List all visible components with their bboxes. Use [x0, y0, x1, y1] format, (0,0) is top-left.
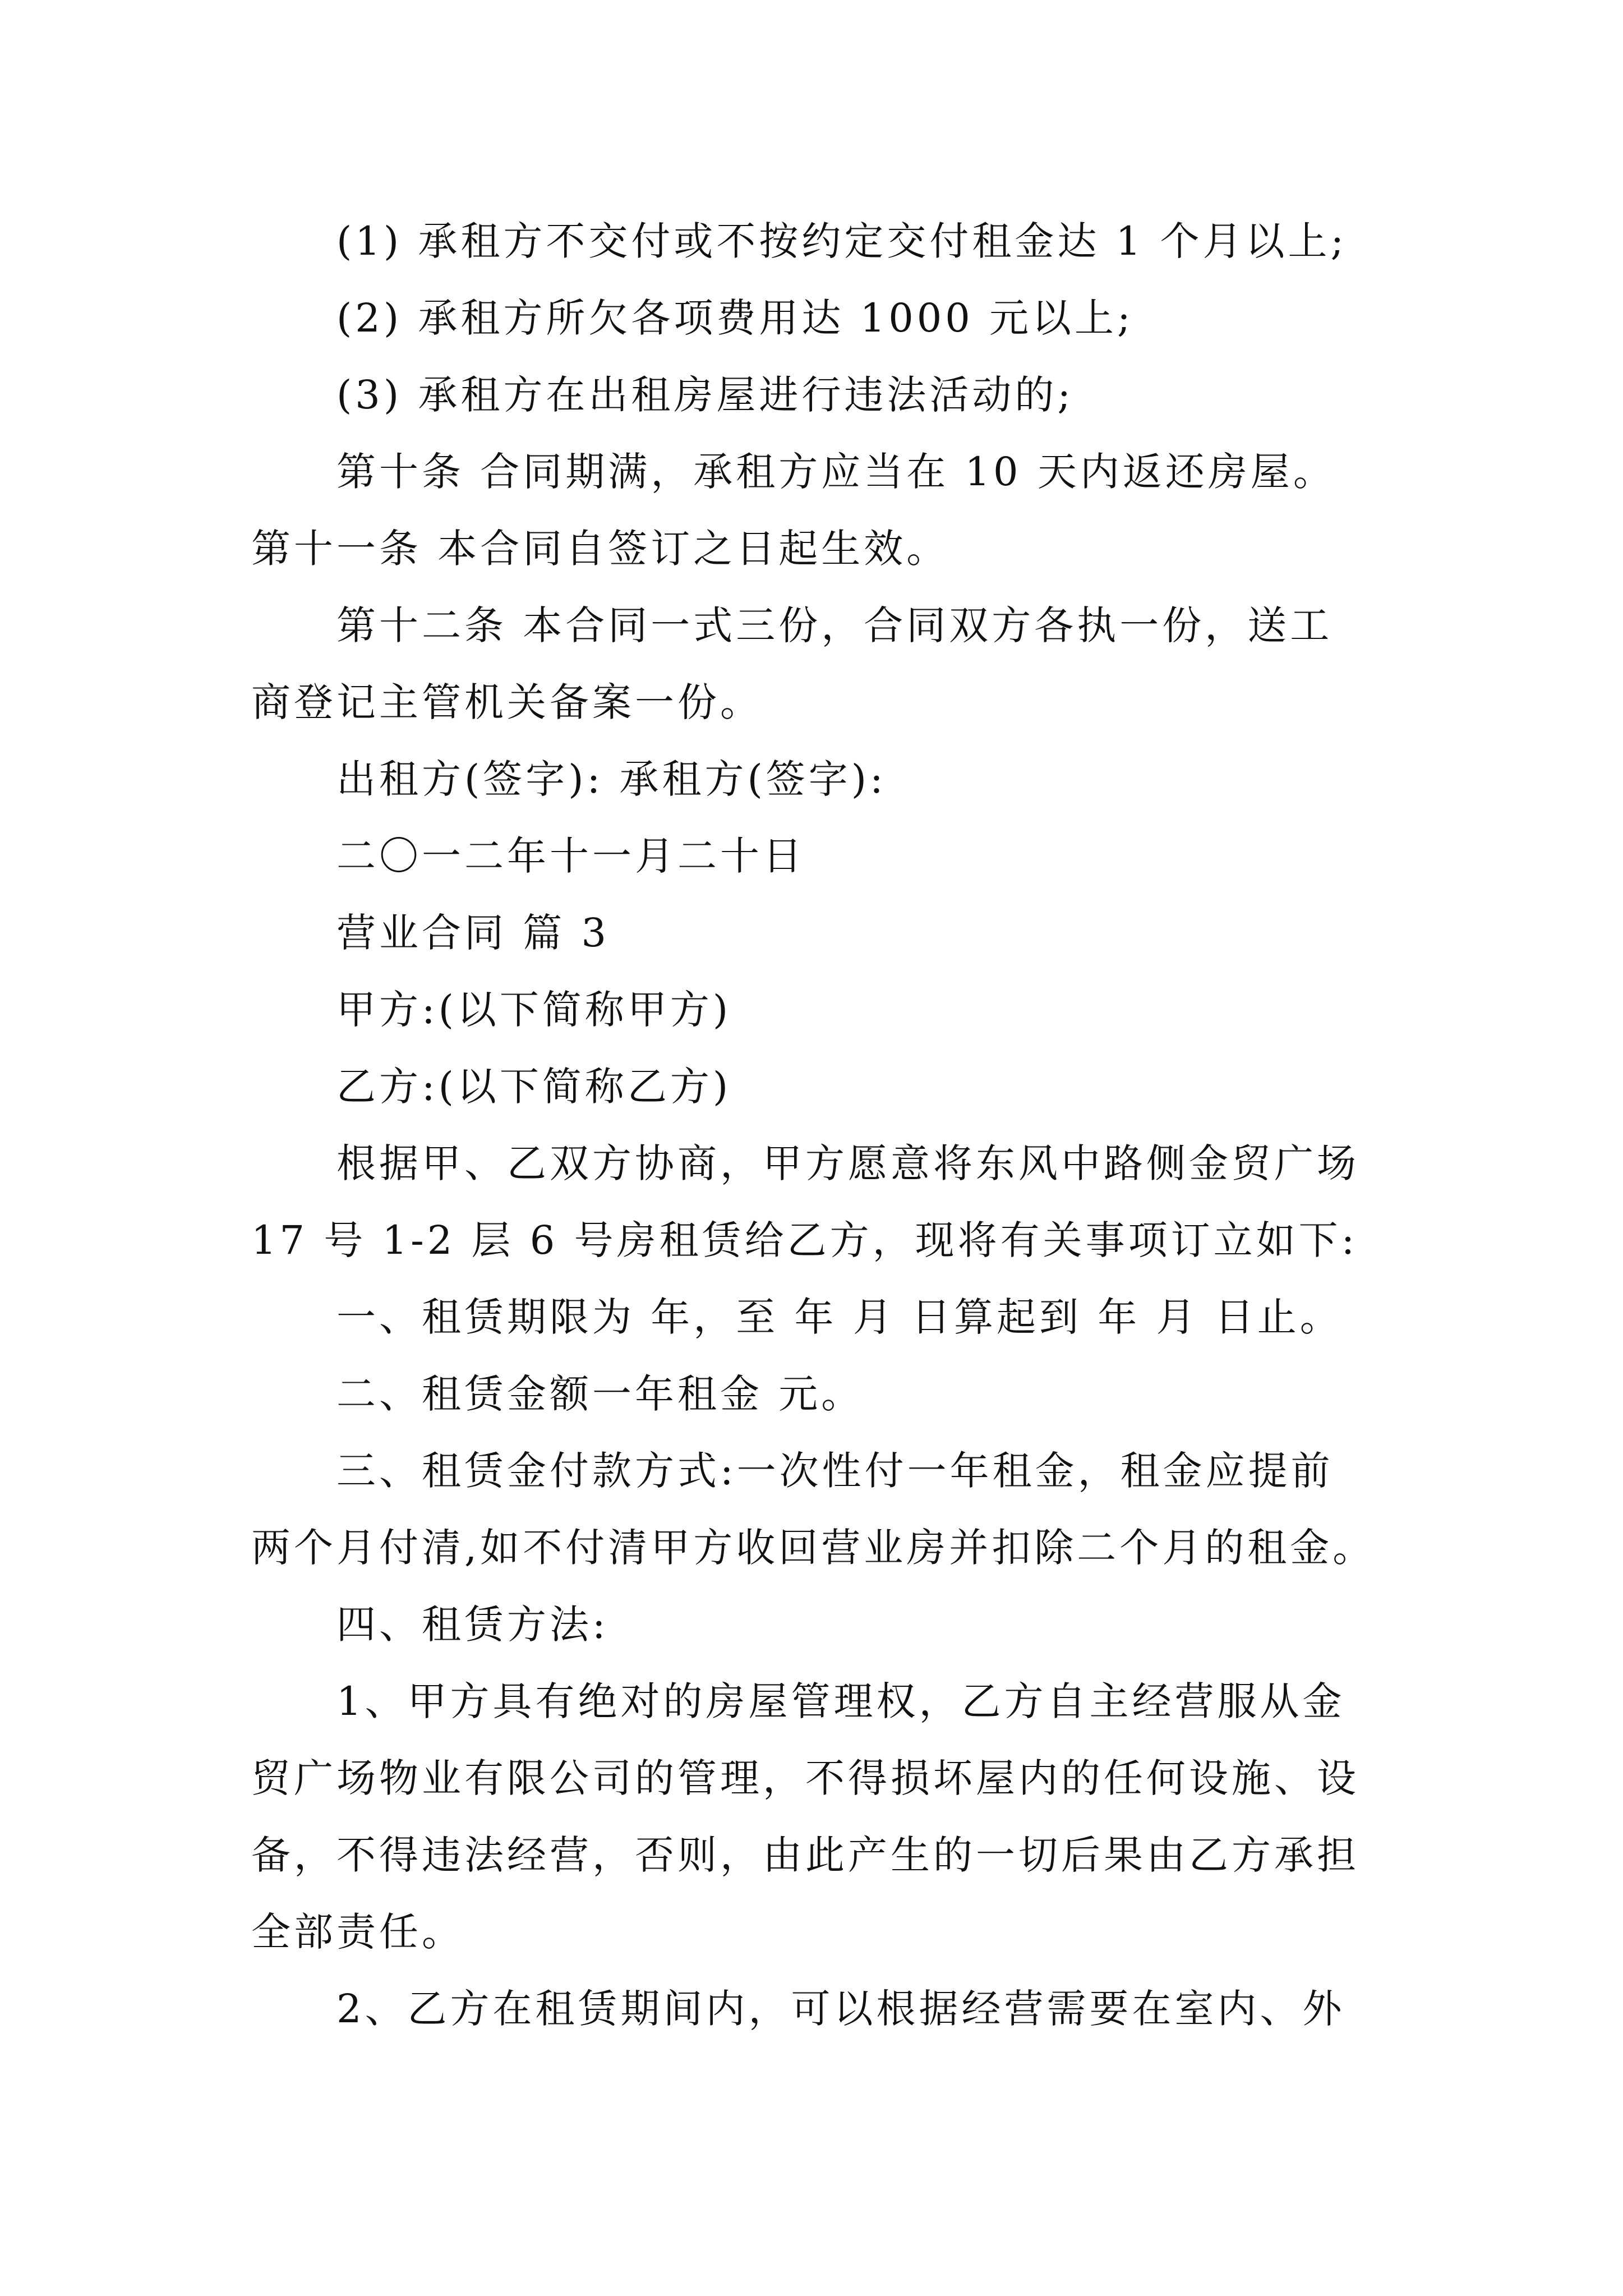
text-line: 第十条 合同期满，承租方应当在 10 天内返还房屋。 — [336, 449, 1336, 495]
text-line: 二、租赁金额一年租金 元。 — [336, 1371, 864, 1417]
text-line: 备，不得违法经营，否则，由此产生的一切后果由乙方承担 — [251, 1832, 1359, 1878]
text-line: (3) 承租方在出租房屋进行违法活动的; — [336, 372, 1074, 418]
text-line: 2、乙方在租赁期间内，可以根据经营需要在室内、外 — [336, 1986, 1345, 2032]
text-line: 第十一条 本合同自签订之日起生效。 — [251, 526, 949, 572]
text-line: 三、租赁金付款方式:一次性付一年租金，租金应提前 — [336, 1448, 1334, 1494]
text-line: 第十二条 本合同一式三份，合同双方各执一份，送工 — [336, 602, 1333, 648]
text-line: 一、租赁期限为 年，至 年 月 日算起到 年 月 日止。 — [336, 1294, 1343, 1340]
text-line: 全部责任。 — [251, 1909, 464, 1955]
section-heading: 营业合同 篇 3 — [336, 910, 610, 956]
text-line: 1、甲方具有绝对的房屋管理权，乙方自主经营服从金 — [336, 1678, 1345, 1724]
text-line: 四、租赁方法: — [336, 1602, 609, 1648]
text-line: 二〇一二年十一月二十日 — [336, 833, 805, 879]
text-line: 出租方(签字): 承租方(签字): — [336, 756, 887, 802]
text-line: (1) 承租方不交付或不按约定交付租金达 1 个月以上; — [336, 218, 1348, 264]
text-line: 商登记主管机关备案一份。 — [251, 679, 763, 725]
text-line: 贸广场物业有限公司的管理，不得损坏屋内的任何设施、设 — [251, 1755, 1359, 1801]
text-line: (2) 承租方所欠各项费用达 1000 元以上; — [336, 295, 1134, 341]
text-line: 乙方:(以下简称乙方) — [336, 1064, 732, 1110]
text-line: 根据甲、乙双方协商，甲方愿意将东风中路侧金贸广场 — [336, 1140, 1359, 1186]
text-line: 17 号 1-2 层 6 号房租赁给乙方，现将有关事项订立如下: — [251, 1217, 1358, 1263]
text-line: 两个月付清,如不付清甲方收回营业房并扣除二个月的租金。 — [251, 1525, 1376, 1571]
text-line: 甲方:(以下简称甲方) — [336, 987, 732, 1033]
